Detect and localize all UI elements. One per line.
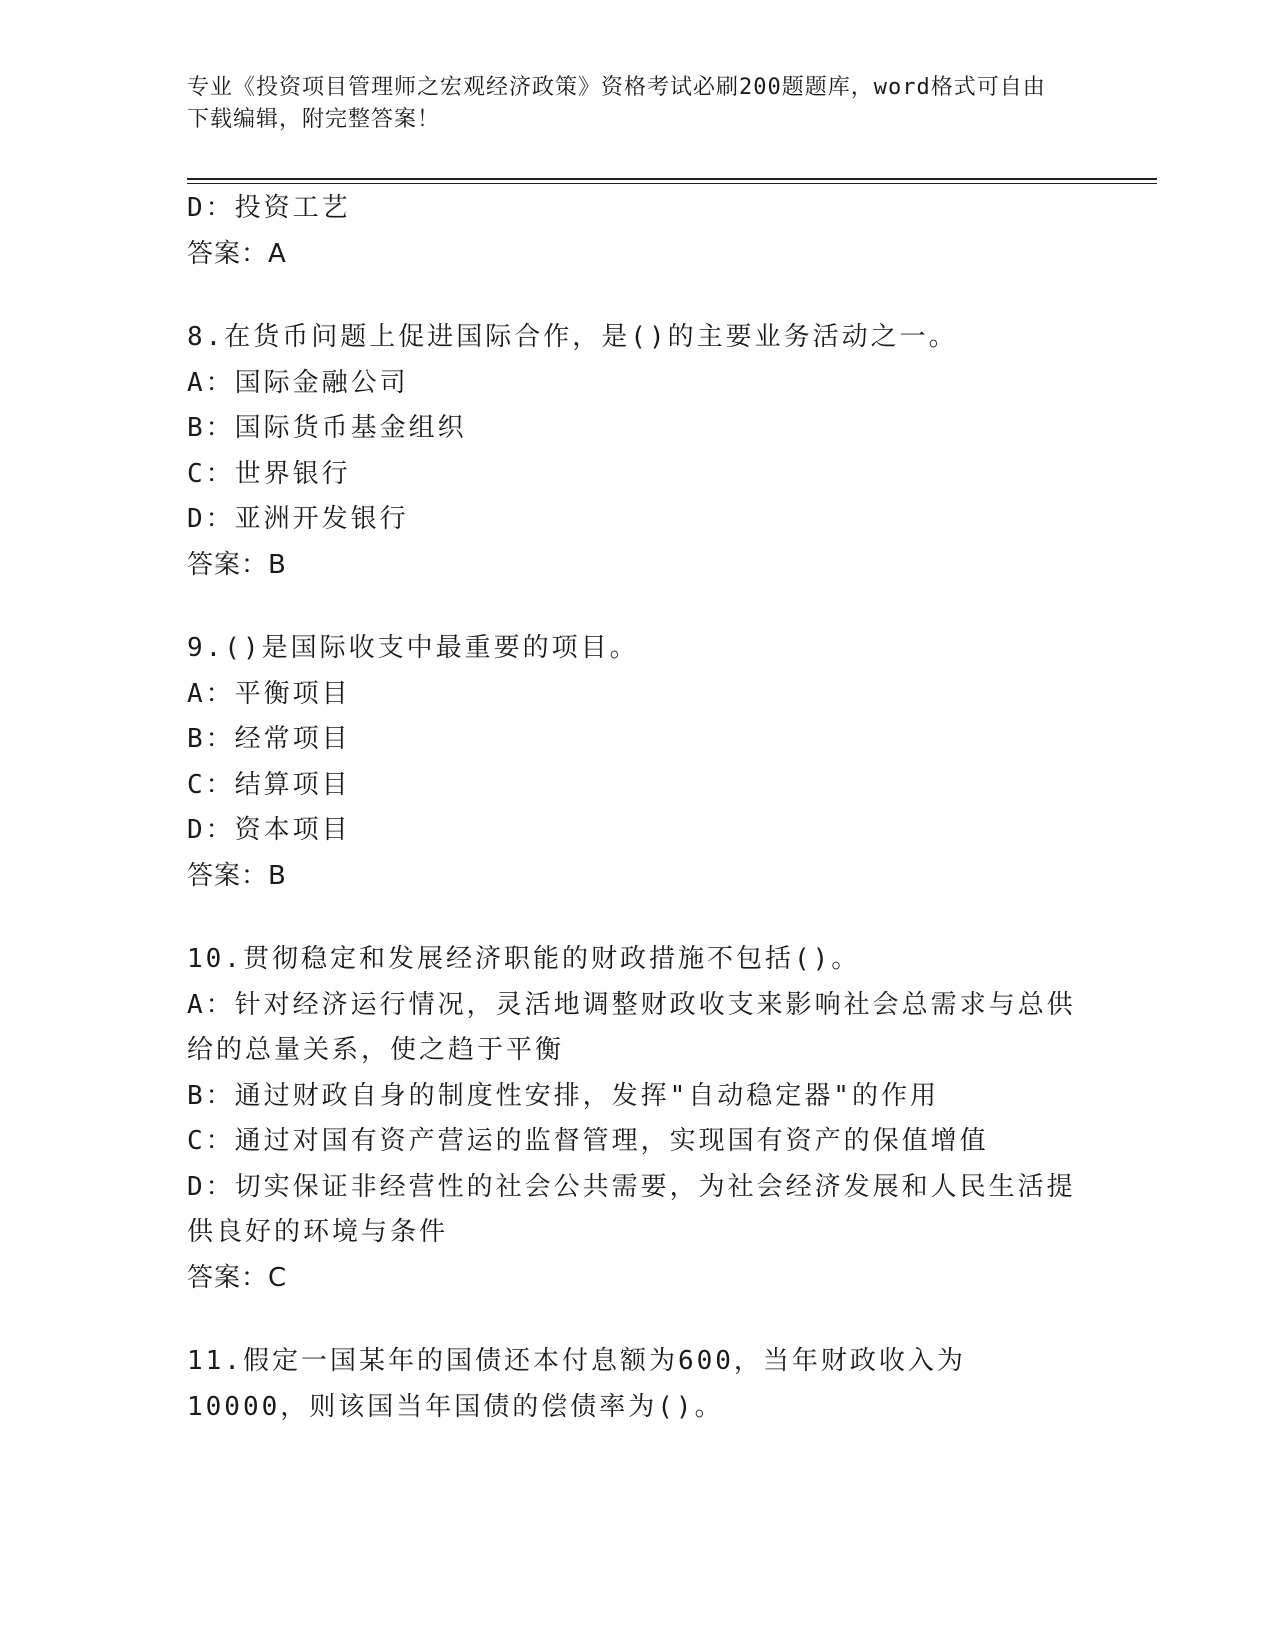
option-d: D：投资工艺 (187, 193, 351, 223)
question-stem: 10.贯彻稳定和发展经济职能的财政措施不包括()。 (187, 944, 861, 974)
answer: 答案：B (187, 549, 287, 580)
option-a: A：国际金融公司 (187, 367, 409, 398)
option-b: B：经常项目 (187, 724, 351, 754)
option-c: C：通过对国有资产营运的监督管理，实现国有资产的保值增值 (187, 1126, 989, 1156)
option-d: D：资本项目 (187, 815, 351, 845)
option-c: C：结算项目 (187, 769, 351, 800)
question-stem: 11.假定一国某年的国债还本付息额为600，当年财政收入为10000，则该国当年国债的偿债率为()。 (187, 1346, 966, 1422)
document-body (187, 186, 1087, 1430)
question-8 (187, 315, 1087, 588)
answer: 答案：C (187, 1262, 288, 1293)
header-divider (187, 178, 1157, 184)
option-d: D：切实保证非经营性的社会公共需要，为社会经济发展和人民生活提供良好的环境与条件 (187, 1171, 1076, 1247)
option-a: A：针对经济运行情况，灵活地调整财政收支来影响社会总需求与总供给的总量关系，使之趋于平衡 (187, 989, 1076, 1065)
question-stem: 8.在货币问题上促进国际合作，是()的主要业务活动之一。 (187, 322, 958, 352)
option-b: B：通过财政自身的制度性安排，发挥"自动稳定器"的作用 (187, 1080, 939, 1111)
page-header: 专业《投资项目管理师之宏观经济政策》资格考试必刷200题题库，word格式可自由下载编辑，附完整答案！ (187, 75, 1046, 132)
question-11 (187, 1339, 1087, 1430)
question-stem: 9.()是国际收支中最重要的项目。 (187, 633, 639, 663)
option-a: A：平衡项目 (187, 678, 351, 709)
option-c: C：世界银行 (187, 458, 351, 489)
option-d: D：亚洲开发银行 (187, 504, 409, 534)
option-b: B：国际货币基金组织 (187, 413, 467, 443)
question-9 (187, 626, 1087, 899)
answer: 答案：A (187, 238, 287, 269)
answer: 答案：B (187, 860, 287, 891)
question-10 (187, 937, 1087, 1301)
